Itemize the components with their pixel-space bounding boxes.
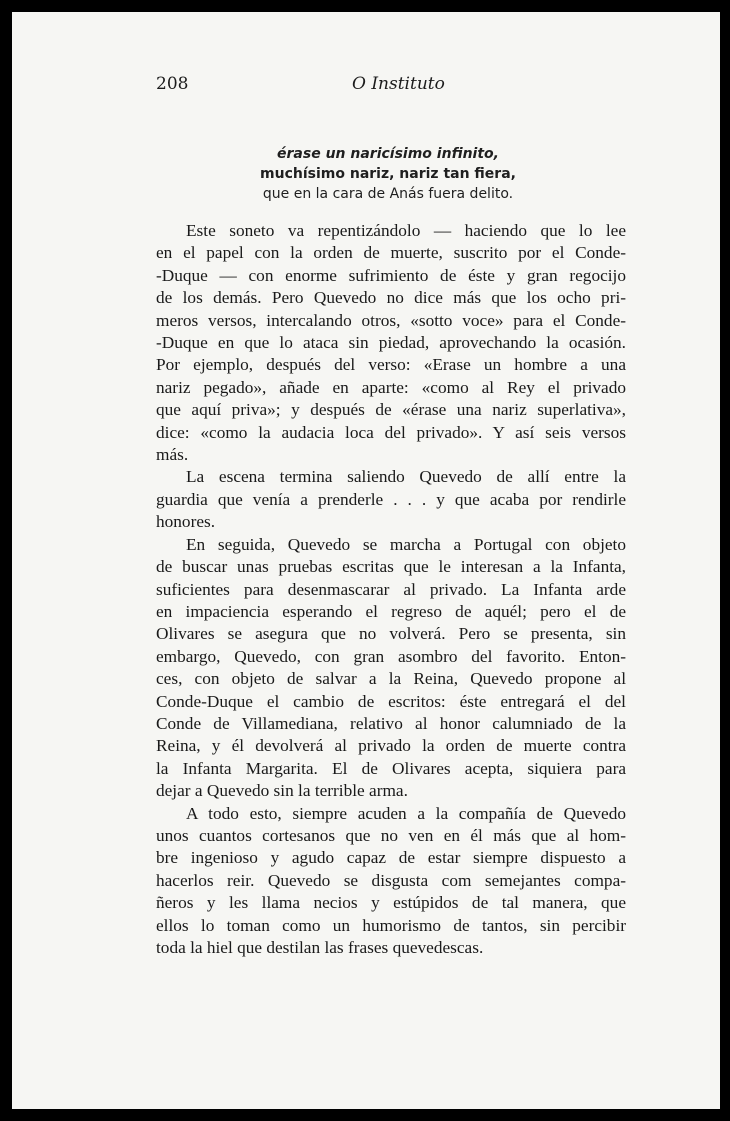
text-line: de los demás. Pero Quevedo no dice más que los ocho pri- [156,288,626,308]
running-title: O Instituto [352,74,445,94]
text-line: guardia que venía a prenderle . . . y que acaba por rendirle [156,489,626,509]
text-line: -Duque en que lo ataca sin piedad, aprovechando la ocasión. [156,333,626,353]
text-line: ellos lo toman como un humorismo de tantos, sin percibir [156,915,626,935]
text-line: más. [156,445,189,465]
paragraph [156,220,626,466]
text-line: Este soneto va repentizándolo — haciendo que lo lee [186,221,626,240]
paragraph [156,534,626,803]
text-line: hacerlos reir. Quevedo se disgusta com semejantes compa- [156,870,626,890]
text-line: que aquí priva»; y después de «érase una nariz superlativa», [156,400,626,420]
book-page [12,12,720,1109]
text-line: de buscar unas pruebas escritas que le interesan a la Infanta, [156,557,626,577]
text-line: Olivares se asegura que no volverá. Pero se presenta, sin [156,624,626,644]
text-line: la Infanta Margarita. El de Olivares acepta, siquiera para [156,758,626,778]
text-line: En seguida, Quevedo se marcha a Portugal con objeto [186,534,626,554]
text-line: A todo esto, siempre acuden a la compañía de Quevedo [186,803,626,823]
text-line: Reina, y él devolverá al privado la orden de muerte contra [156,736,626,756]
verse-line: muchísimo nariz, nariz tan fiera, [260,166,516,182]
page-header [156,74,640,104]
text-line: en el papel con la orden de muerte, suscrito por el Conde- [156,243,626,263]
text-line: en impaciencia esperando el regreso de aquél; pero el de [156,601,626,621]
text-line: -Duque — con enorme sufrimiento de éste y gran regocijo [156,265,626,285]
text-line: unos cuantos cortesanos que no ven en él más que al hom- [156,825,626,845]
text-line: bre ingenioso y agudo capaz de estar siempre dispuesto a [156,848,626,868]
paragraph [156,803,626,960]
text-line: dejar a Quevedo sin la terrible arma. [156,781,408,801]
text-line: Conde de Villamediana, relativo al honor calumniado de la [156,713,626,733]
text-line: embargo, Quevedo, con gran asombro del favorito. Enton- [156,646,626,666]
text-line: Por ejemplo, después del verso: «Erase un hombre a una [156,355,626,375]
text-line: toda la hiel que destilan las frases quevedescas. [156,938,484,957]
verse-line: érase un naricísimo infinito, [277,146,499,162]
page-number: 208 [156,74,189,94]
text-line: suficientes para desenmascarar al privado. La Infanta arde [156,579,626,599]
text-line: meros versos, intercalando otros, «sotto voce» para el Conde- [156,310,626,330]
text-line: ñeros y les llama necios y estúpidos de tal manera, que [156,893,626,913]
verse-line: que en la cara de Anás fuera delito. [262,186,514,202]
text-line: dice: «como la audacia loca del privado». Y así seis versos [156,422,626,442]
text-line: honores. [156,512,216,532]
paragraph [156,466,626,533]
text-line: ces, con objeto de salvar a la Reina, Quevedo propone al [156,669,626,689]
text-line: nariz pegado», añade en aparte: «como al Rey el privado [156,377,626,397]
text-line: Conde-Duque el cambio de escritos: éste entregará el del [156,691,626,711]
text-line: La escena termina saliendo Quevedo de allí entre la [186,467,626,487]
body-text [156,220,626,959]
verse-quote [156,144,620,204]
